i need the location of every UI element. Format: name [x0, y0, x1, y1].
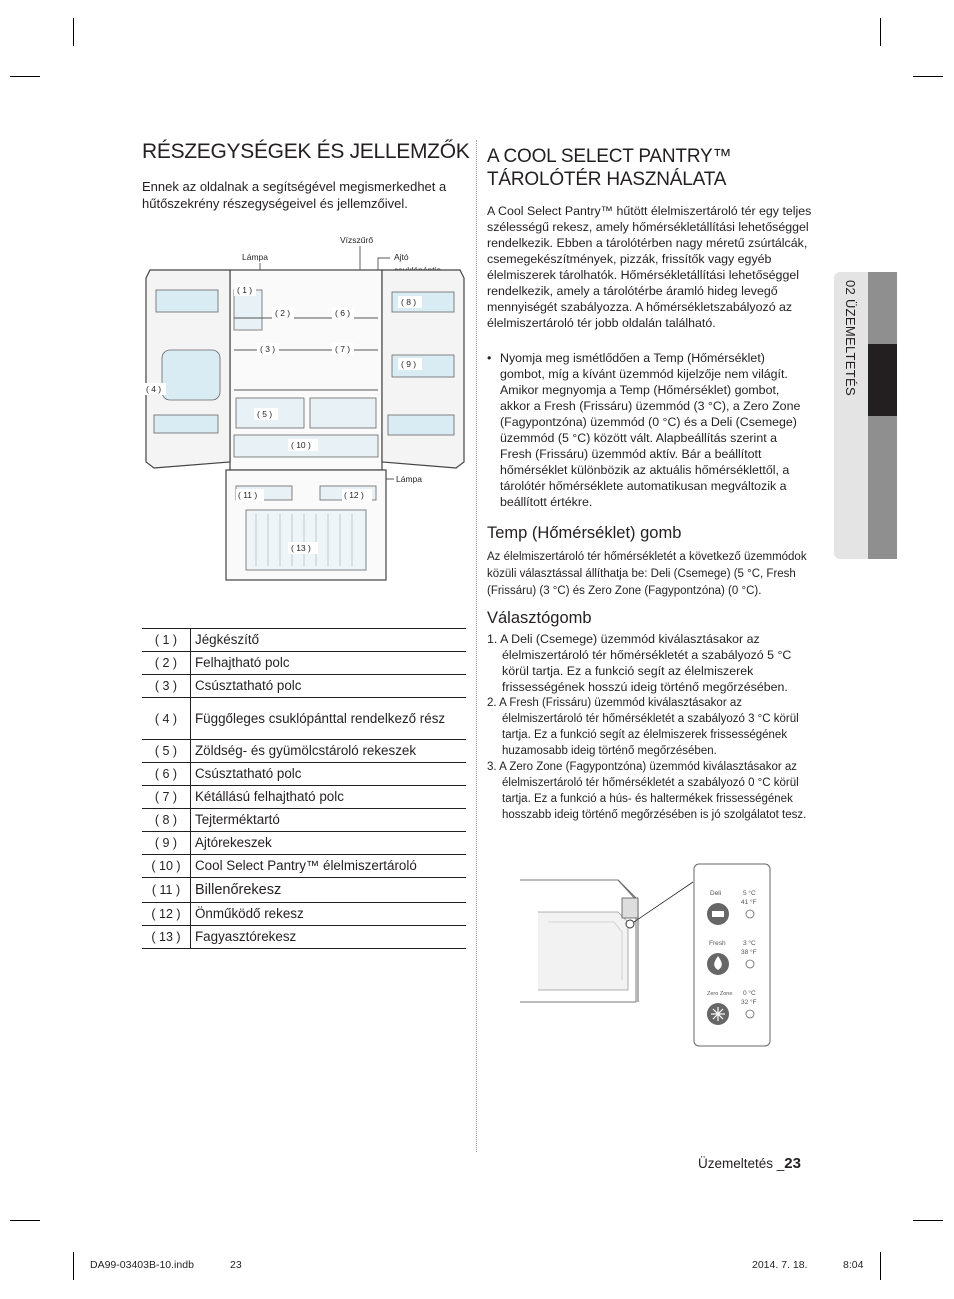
- crop-mark: [10, 76, 40, 77]
- label-vizszuro: Vízszűrő: [340, 235, 374, 245]
- crop-mark: [73, 1252, 74, 1280]
- part-name: Cool Select Pantry™ élelmiszertároló: [191, 855, 467, 878]
- steps-list: [487, 631, 812, 823]
- callout-6: ( 6 ): [335, 308, 351, 318]
- deli-c: 5 °C: [743, 890, 756, 897]
- deli-f: 41 °F: [741, 899, 757, 906]
- bullet-item: [487, 350, 812, 510]
- part-num: ( 7 ): [142, 786, 191, 809]
- part-num: ( 10 ): [142, 855, 191, 878]
- label-lampa-top: Lámpa: [242, 252, 268, 262]
- crop-mark: [913, 1220, 943, 1221]
- control-panel-illustration: [518, 862, 774, 1048]
- label-ajto-1: Ajtó: [394, 252, 409, 262]
- table-row: [142, 629, 466, 652]
- part-num: ( 2 ): [142, 652, 191, 675]
- page-footer: [698, 1155, 801, 1172]
- temp-heading: Temp (Hőmérséklet) gomb: [487, 524, 682, 542]
- column-divider: [476, 140, 477, 1152]
- part-num: ( 4 ): [142, 698, 191, 740]
- part-name: Ajtórekeszek: [191, 832, 467, 855]
- crop-mark: [880, 1252, 881, 1280]
- callout-3: ( 3 ): [260, 344, 276, 354]
- callout-2: ( 2 ): [275, 308, 291, 318]
- table-row: [142, 855, 466, 878]
- table-row: [142, 786, 466, 809]
- callout-4: ( 4 ): [146, 384, 162, 394]
- part-name: Függőleges csuklópánttal rendelkező rész: [191, 698, 467, 740]
- table-row: [142, 675, 466, 698]
- callout-10: ( 10 ): [291, 440, 311, 450]
- bullet-dot: •: [487, 351, 492, 365]
- step-item: 1. A Deli (Csemege) üzemmód kiválasztásakor az élelmiszertároló tér hőmérsékletét a szabályozó 5 °C körül tartja. Ez a funkció segít az élelmiszerek frissességének hosszú ideig történő megőrzésében.: [487, 632, 792, 694]
- part-num: ( 8 ): [142, 809, 191, 832]
- callout-11: ( 11 ): [238, 490, 258, 500]
- parts-intro: Ennek az oldalnak a segítségével megismerkedhet a hűtőszekrény részegységeivel és jellemzőivel.: [142, 179, 447, 211]
- title-line-2: TÁROLÓTÉR HASZNÁLATA: [487, 169, 727, 190]
- title-line-1: A COOL SELECT PANTRY™: [487, 146, 732, 167]
- fresh-label: Fresh: [709, 940, 726, 947]
- part-name: Kétállású felhajtható polc: [191, 786, 467, 809]
- fresh-indicator: [746, 960, 754, 968]
- table-row: [142, 926, 466, 949]
- footer-section: Üzemeltetés _: [698, 1156, 785, 1171]
- parts-table: [142, 628, 466, 949]
- part-name: Csúsztatható polc: [191, 763, 467, 786]
- page-number: 23: [784, 1155, 801, 1172]
- callout-7: ( 7 ): [335, 344, 351, 354]
- temp-text: Az élelmiszertároló tér hőmérsékletét a következő üzemmódok közüli választással állíthatja be: Deli (Csemege) (5 °C, Fresh (Frissáru) (3 °C) és Zero Zone (Fagypontzóna) (0 °C).: [487, 551, 807, 597]
- part-name: Önműködő rekesz: [191, 903, 467, 926]
- table-row: [142, 698, 466, 740]
- zero-indicator: [746, 1010, 754, 1018]
- crop-mark: [913, 76, 943, 77]
- part-num: ( 11 ): [142, 878, 191, 903]
- part-name: Zöldség- és gyümölcstároló rekeszek: [191, 740, 467, 763]
- section-title-pantry: [487, 145, 731, 191]
- part-name: Csúsztatható polc: [191, 675, 467, 698]
- deli-indicator: [746, 910, 754, 918]
- callout-12: ( 12 ): [344, 490, 364, 500]
- table-row: [142, 903, 466, 926]
- bullet-text: Nyomja meg ismétlődően a Temp (Hőmérséklet) gombot, míg a kívánt üzemmód kijelzője nem világít. Amikor megnyomja a Temp (Hőmérséklet) gombot, akkor a Fresh (Frissáru) üzemmód (3 °C), a Zero Zone (Fagypontzóna) üzemmód (0 °C) és a Deli (Csemege) üzemmód (5 °C) között vált. Alapbeállítás szerint a Fresh (Frissáru) üzemmód aktív. Bár a beállított hőmérséklet különbözik az aktuális hőmérséklettől, a tárolótér hőmérséklete automatikusan megváltozik a beállított értékre.: [500, 351, 801, 509]
- chapter-tab-bar: [868, 272, 897, 344]
- table-row: [142, 878, 466, 903]
- fridge-diagram: [142, 230, 467, 590]
- table-row: [142, 809, 466, 832]
- part-name: Fagyasztórekesz: [191, 926, 467, 949]
- zero-f: 32 °F: [741, 999, 757, 1006]
- slug-date: 2014. 7. 18.: [752, 1259, 808, 1271]
- deli-label: Deli: [710, 890, 722, 897]
- section-title-parts: RÉSZEGYSÉGEK ÉS JELLEMZŐK: [142, 140, 470, 163]
- select-heading: Választógomb: [487, 609, 592, 627]
- pantry-intro: A Cool Select Pantry™ hűtött élelmiszertároló tér egy teljes szélességű rekesz, amely hőmérsékletállítási lehetőséggel rendelkezik. Ebben a tárolótérben nagy méretű zsúrtálcák, csemegekészítmények, pizzák, frissítők vagy egyéb élelmiszerek tárolhatók. Hőmérsékletállítási lehetőséggel rendelkezik, amely a tárolótérbe áramló hideg levegő mennyiségét szabályozza. A hőmérsékletszabályozó az élelmiszertároló tér jobb oldalán található.: [487, 204, 812, 330]
- callout-13: ( 13 ): [291, 543, 311, 553]
- part-num: ( 12 ): [142, 903, 191, 926]
- chapter-tab-active: [868, 344, 897, 416]
- callout-9: ( 9 ): [401, 359, 417, 369]
- callout-8: ( 8 ): [401, 297, 417, 307]
- table-row: [142, 652, 466, 675]
- part-name: Felhajtható polc: [191, 652, 467, 675]
- fresh-c: 3 °C: [743, 940, 756, 947]
- crop-mark: [880, 18, 881, 46]
- chapter-tab-bar: [868, 416, 897, 559]
- part-num: ( 6 ): [142, 763, 191, 786]
- part-num: ( 1 ): [142, 629, 191, 652]
- crop-mark: [73, 18, 74, 46]
- label-lampa-bottom: Lámpa: [396, 474, 422, 484]
- part-num: ( 3 ): [142, 675, 191, 698]
- callout-5: ( 5 ): [257, 409, 273, 419]
- step-item: 2. A Fresh (Frissáru) üzemmód kiválasztásakor az élelmiszertároló tér hőmérsékletét a szabályozó 3 °C körül tartja. Ez a funkció segít az élelmiszerek frissességének huzamosabb ideig történő megőrzésében.: [487, 697, 799, 757]
- slug-page: 23: [230, 1259, 242, 1271]
- step-item: 3. A Zero Zone (Fagypontzóna) üzemmód kiválasztásakor az élelmiszertároló tér hőmérsékletét a szabályozó 0 °C körül tartja. Ez a funkció a hús- és haltermékek frissességének hosszabb ideig történő megőrzésében is jó szolgálatot tesz.: [487, 761, 807, 821]
- zero-c: 0 °C: [743, 990, 756, 997]
- part-num: ( 9 ): [142, 832, 191, 855]
- fresh-f: 38 °F: [741, 949, 757, 956]
- part-name: Jégkészítő: [191, 629, 467, 652]
- table-row: [142, 763, 466, 786]
- table-row: [142, 740, 466, 763]
- part-name: Billenőrekesz: [191, 878, 467, 903]
- part-name: Tejterméktartó: [191, 809, 467, 832]
- zero-label: Zero Zone: [707, 991, 733, 997]
- slug-time: 8:04: [843, 1259, 864, 1271]
- slug-file: DA99-03403B-10.indb: [90, 1259, 194, 1271]
- chapter-label: 02 ÜZEMELTETÉS: [843, 280, 858, 396]
- crop-mark: [10, 1220, 40, 1221]
- table-row: [142, 832, 466, 855]
- callout-1: ( 1 ): [237, 285, 253, 295]
- part-num: ( 13 ): [142, 926, 191, 949]
- part-num: ( 5 ): [142, 740, 191, 763]
